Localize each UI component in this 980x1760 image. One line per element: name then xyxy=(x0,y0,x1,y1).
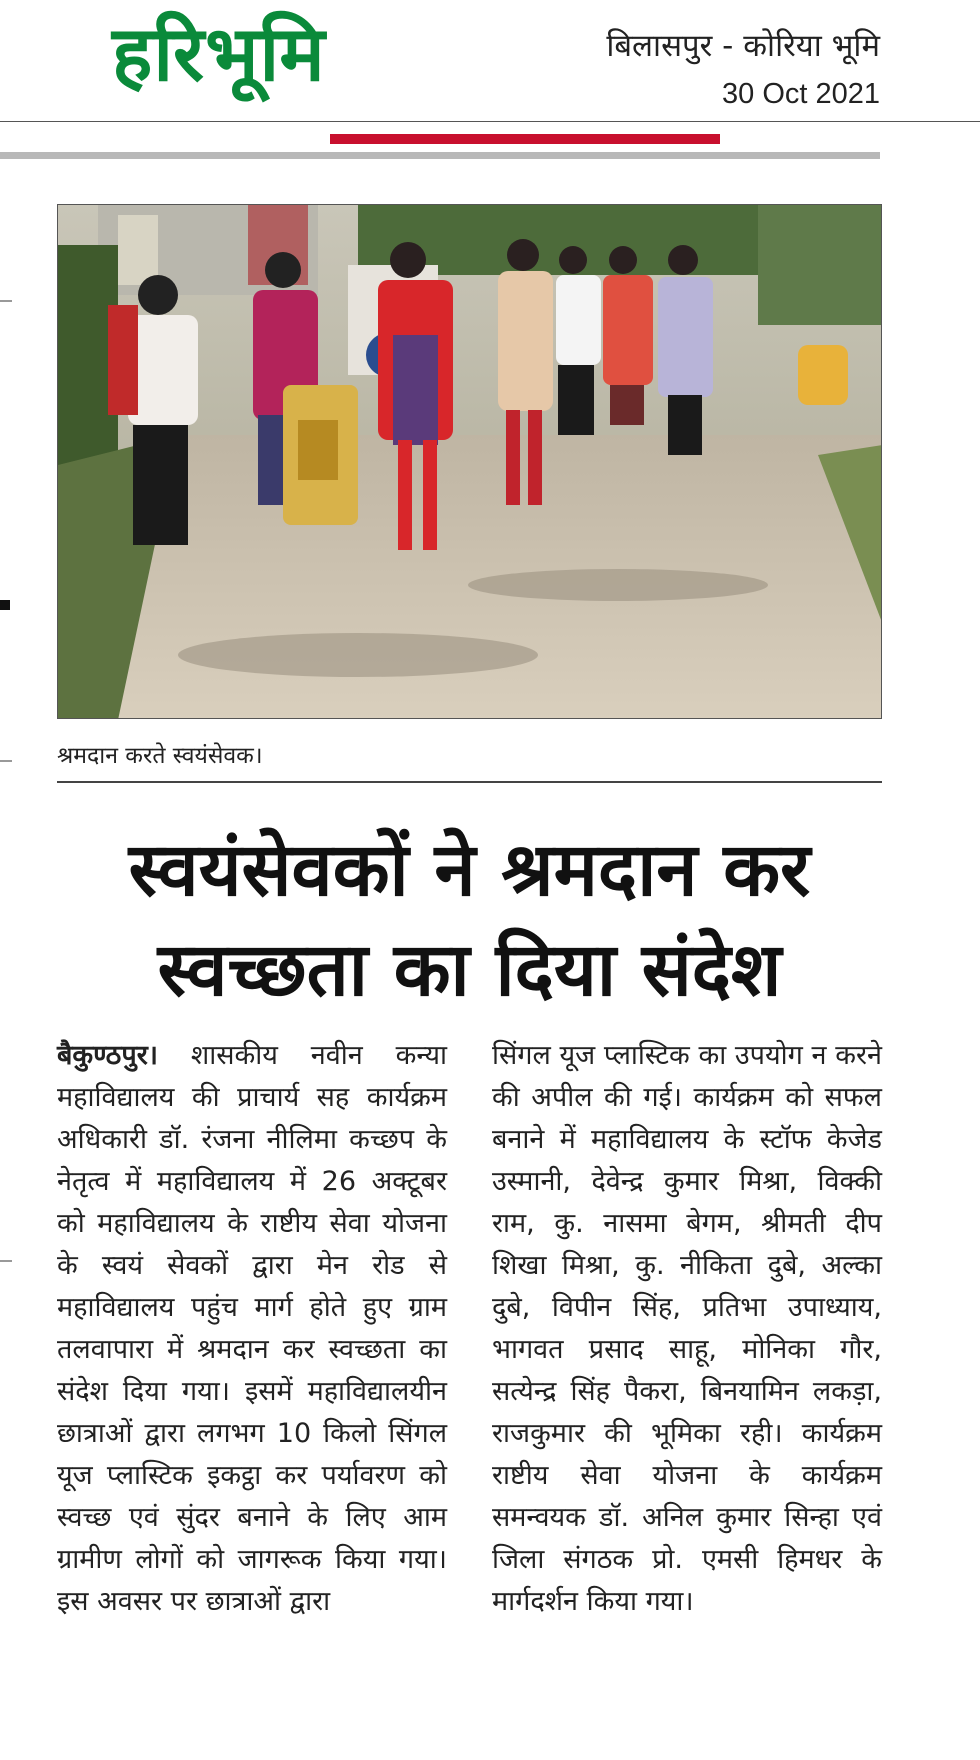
caption-rule xyxy=(57,781,882,783)
news-photo xyxy=(57,204,882,719)
section-rule xyxy=(0,152,880,159)
headline xyxy=(57,820,882,1020)
masthead xyxy=(0,0,980,122)
accent-bar xyxy=(330,134,720,144)
newspaper-logo: हरिभूमि xyxy=(112,9,326,98)
photo-caption: श्रमदान करते स्वयंसेवक। xyxy=(57,743,263,769)
article-column-1 xyxy=(57,1035,447,1623)
publication-date: 30 Oct 2021 xyxy=(722,78,880,110)
article-column-2 xyxy=(492,1035,882,1623)
article-body-1: शासकीय नवीन कन्या महाविद्यालय की प्राचार्य सह कार्यक्रम अधिकारी डॉ. रंजना नीलिमा कच्छप के नेतृत्व में महाविद्यालय में 26 अक्टूबर को महाविद्यालय के राष्टीय सेवा योजना के स्वयं सेवकों द्वारा मेन रोड से महाविद्यालय पहुंच मार्ग होते हुए ग्राम तलवापारा में श्रमदान कर स्वच्छता का संदेश दिया गया। इसमें महाविद्यालयीन छात्राओं द्वारा लगभग 10 किलो सिंगल यूज प्लास्टिक इकट्ठा कर पर्यावरण को स्वच्छ एवं सुंदर बनाने के लिए आम ग्रामीण लोगों को जागरूक किया गया। इस अवसर पर छात्राओं द्वारा xyxy=(57,1040,447,1617)
dateline: बैकुण्ठपुर। xyxy=(57,1040,158,1071)
left-column-rule xyxy=(0,1260,12,1262)
left-column-rule xyxy=(0,760,12,762)
edition-name: बिलासपुर - कोरिया भूमि xyxy=(606,28,880,64)
left-column-mark xyxy=(0,600,10,610)
headline-line-1: स्वयंसेवकों ने श्रमदान कर xyxy=(128,827,811,913)
headline-line-2: स्वच्छता का दिया संदेश xyxy=(157,927,782,1013)
article-body-2: सिंगल यूज प्लास्टिक का उपयोग न करने की अपील की गई। कार्यक्रम को सफल बनाने में महाविद्यालय के स्टॉफ केजेड उस्मानी, देवेन्द्र कुमार मिश्रा, विक्की राम, कु. नासमा बेगम, श्रीमती दीप शिखा मिश्रा, कु. नीकिता दुबे, अल्का दुबे, विपीन सिंह, प्रतिभा उपाध्याय, भागवत प्रसाद साहू, मोनिका गौर, सत्येन्द्र सिंह पैकरा, बिनयामिन लकड़ा, राजकुमार की भूमिका रही। कार्यक्रम राष्टीय सेवा योजना के कार्यक्रम समन्वयक डॉ. अनिल कुमार सिन्हा एवं जिला संगठक प्रो. एमसी हिमधर के मार्गदर्शन किया गया। xyxy=(492,1040,882,1617)
left-column-rule xyxy=(0,300,12,302)
